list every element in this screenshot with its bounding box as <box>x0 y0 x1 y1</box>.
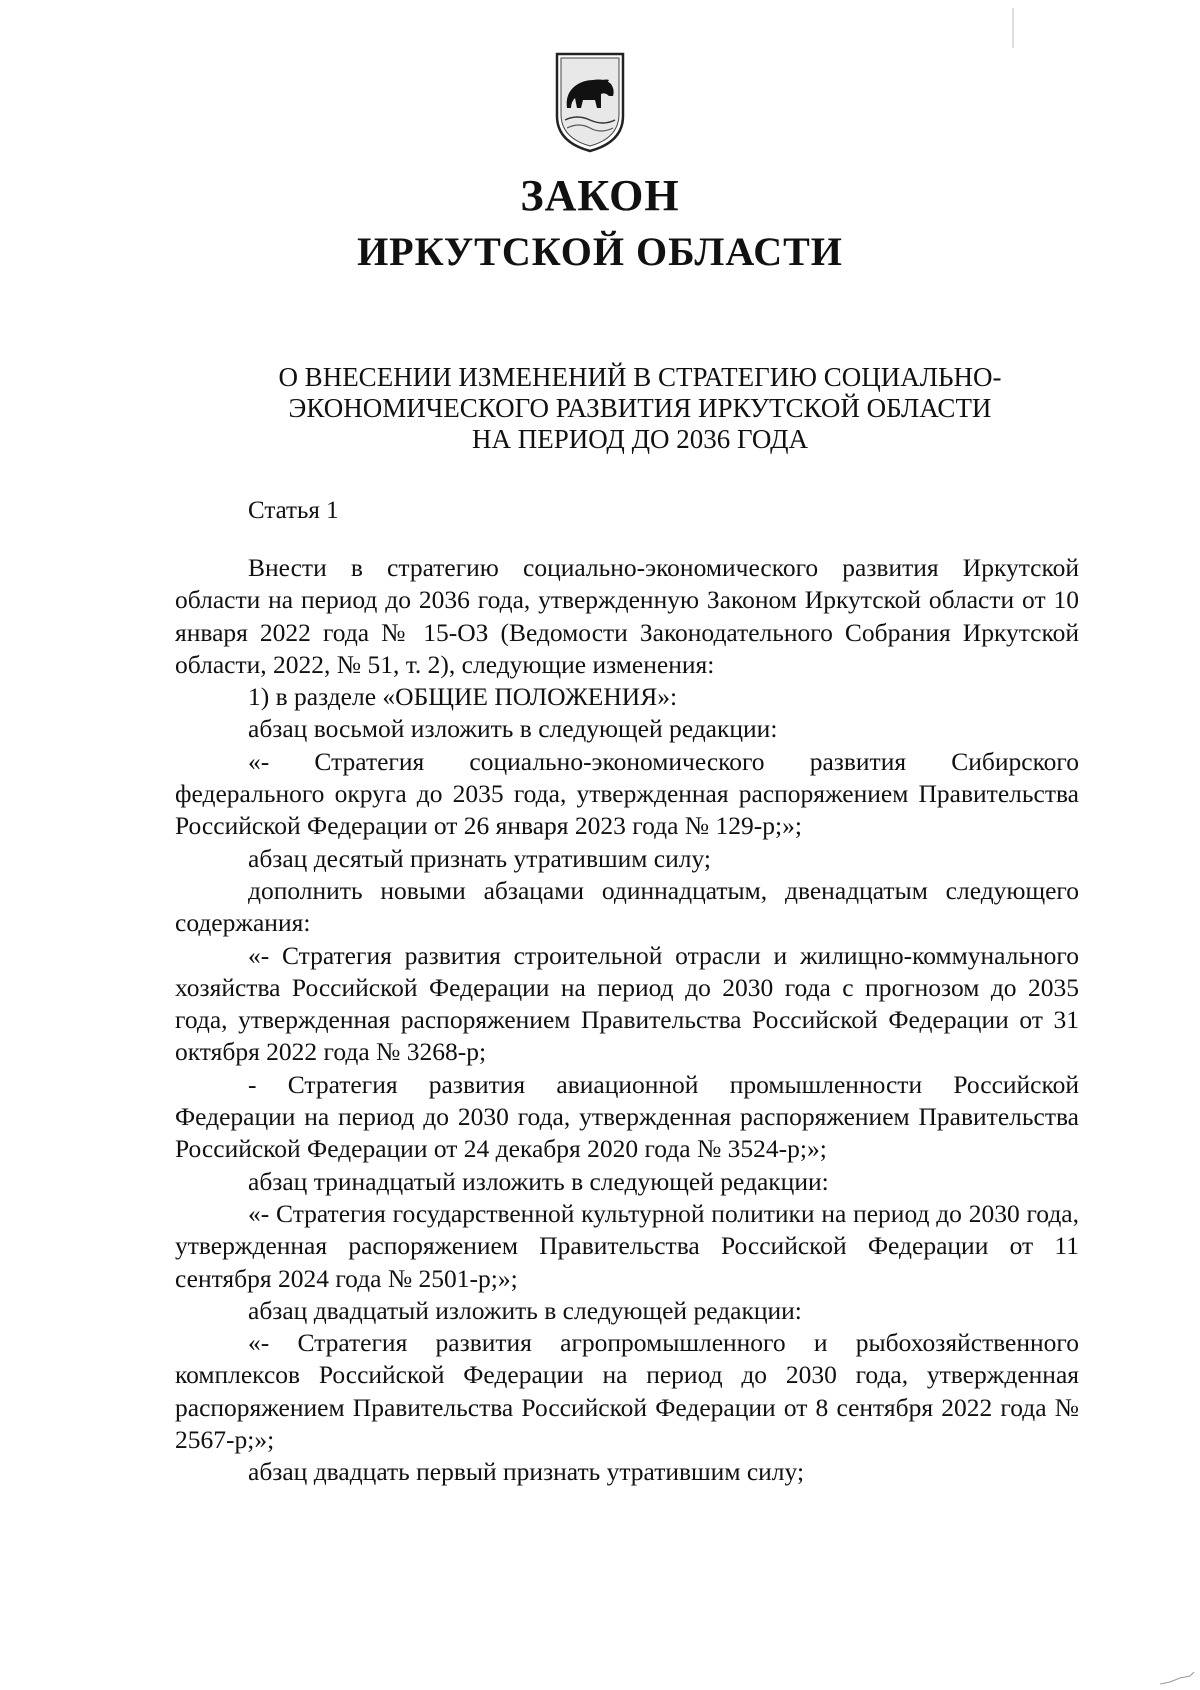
body-paragraph: - Стратегия развития авиационной промышленности Российской Федерации на период до 2030 года, утвержденная распоряжением Правительства Российской Федерации от 24 декабря 2020 года № 3524-р;»; <box>175 1069 1079 1164</box>
body-paragraph: абзац восьмой изложить в следующей редакции: <box>248 714 778 744</box>
body-paragraph: 1) в разделе «ОБЩИЕ ПОЛОЖЕНИЯ»: <box>248 682 678 712</box>
subtitle-line: ЭКОНОМИЧЕСКОГО РАЗВИТИЯ ИРКУТСКОЙ ОБЛАСТИ <box>288 393 992 423</box>
scan-corner-mark <box>1160 1672 1196 1686</box>
body-paragraph: абзац двадцать первый признать утратившим силу; <box>248 1457 805 1487</box>
document-region-title: ИРКУТСКОЙ ОБЛАСТИ <box>357 229 843 274</box>
body-paragraph: абзац тринадцатый изложить в следующей редакции: <box>248 1166 829 1196</box>
body-paragraph: «- Стратегия государственной культурной политики на период до 2030 года, утвержденная распоряжением Правительства Российской Федерации от 11 сентября 2024 года № 2501-р;»; <box>175 1198 1079 1293</box>
body-paragraph: «- Стратегия развития строительной отрасли и жилищно-коммунального хозяйства Российской Федерации на период до 2030 года с прогнозом до 2035 года, утвержденная распоряжением Правительства Российской Федерации от 31 октября 2022 года № 3268-р; <box>175 940 1079 1067</box>
scan-edge-mark <box>1010 8 1016 48</box>
body-paragraph: Внести в стратегию социально-экономического развития Иркутской области на период до 2036 года, утвержденную Законом Иркутской области от 10 января 2022 года № 15-ОЗ (Ведомости Законодательного Собрания Иркутской области, 2022, № 51, т. 2), следующие изменения: <box>175 553 1079 679</box>
document-title: ЗАКОН <box>520 171 680 220</box>
body-paragraph: «- Стратегия социально-экономического развития Сибирского федерального округа до 2035 года, утвержденная распоряжением Правительства Российской Федерации от 26 января 2023 года № 129-р;»; <box>175 746 1079 841</box>
body-paragraph: абзац двадцатый изложить в следующей редакции: <box>248 1295 802 1325</box>
subtitle-line: О ВНЕСЕНИИ ИЗМЕНЕНИЙ В СТРАТЕГИЮ СОЦИАЛЬНО- <box>278 362 1002 392</box>
law-subject-heading <box>250 362 1030 455</box>
body-paragraph: абзац десятый признать утратившим силу; <box>248 843 711 873</box>
article-heading: Статья 1 <box>248 497 339 524</box>
subtitle-line: НА ПЕРИОД ДО 2036 ГОДА <box>472 424 808 454</box>
coat-of-arms-emblem <box>553 50 627 154</box>
body-paragraph: дополнить новыми абзацами одиннадцатым, двенадцатым следующего содержания: <box>175 875 1079 938</box>
article-body <box>175 552 1079 1489</box>
body-paragraph: «- Стратегия развития агропромышленного и рыбохозяйственного комплексов Российской Федерации на период до 2030 года, утвержденная распоряжением Правительства Российской Федерации от 8 сентября 2022 года № 2567-р;»; <box>175 1328 1079 1455</box>
